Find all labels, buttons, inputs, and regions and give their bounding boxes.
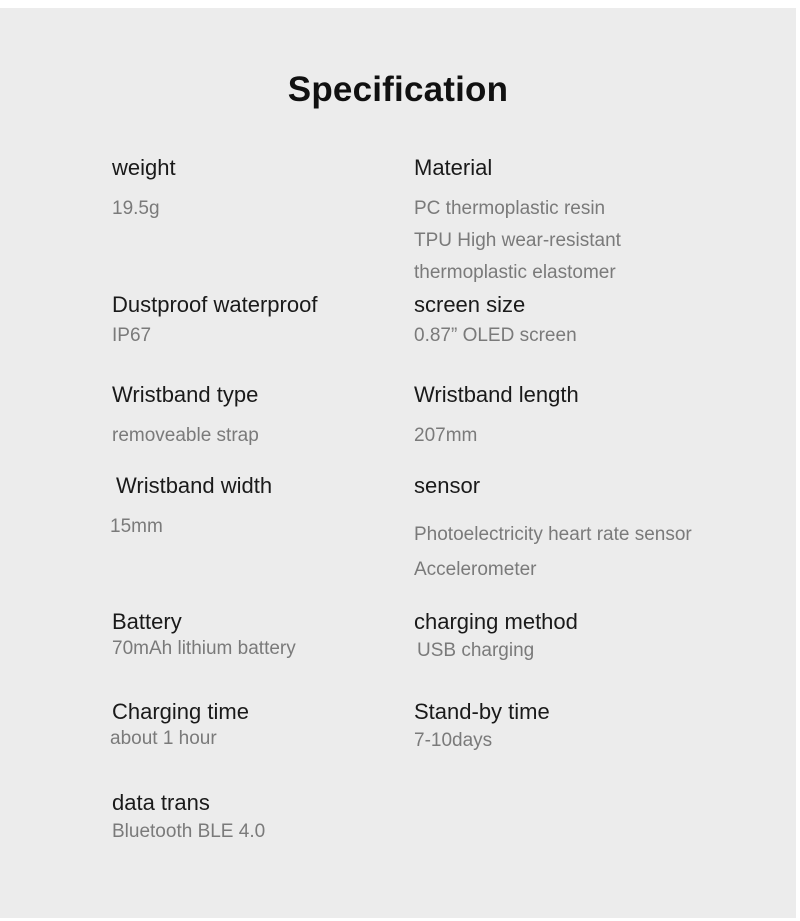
spec-value-line: TPU High wear-resistant [414,230,621,251]
spec-value-line: PC thermoplastic resin [414,198,606,219]
spec-weight [112,155,176,225]
spec-label: Dustproof waterproof [112,292,318,317]
spec-label: Material [414,155,493,180]
page-title: Specification [287,70,509,109]
spec-wristband-type [112,382,259,452]
spec-value: IP67 [112,325,152,346]
spec-value: about 1 hour [110,728,217,749]
spec-label: Wristband width [116,473,273,498]
spec-label: weight [112,155,176,180]
spec-card [0,8,796,918]
spec-value: USB charging [417,640,535,661]
spec-dustproof [112,292,317,352]
spec-material [414,155,621,289]
spec-label: data trans [112,790,210,815]
spec-value: 207mm [414,425,478,446]
spec-wristband-length [414,382,579,452]
spec-value: 19.5g [112,198,160,219]
spec-data-trans [112,790,265,848]
spec-value: 0.87” OLED screen [414,325,577,346]
spec-standby-time [414,699,550,757]
spec-sensor [414,473,692,587]
spec-value: 70mAh lithium battery [112,638,296,659]
spec-label: screen size [414,292,526,317]
spec-value-line: thermoplastic elastomer [414,262,616,283]
spec-value: Bluetooth BLE 4.0 [112,821,266,842]
spec-value: 15mm [110,516,163,537]
spec-wristband-width [110,473,273,543]
spec-label: sensor [414,473,481,498]
spec-value-line: Accelerometer [414,559,537,580]
spec-label: Wristband type [112,382,259,407]
spec-charging-time [112,699,249,755]
spec-value: 7-10days [414,730,493,751]
spec-value: removeable strap [112,425,259,446]
spec-charging-method [414,609,578,667]
spec-value [414,517,692,587]
spec-label: Battery [112,609,182,634]
spec-label: charging method [414,609,578,634]
spec-value-line: Photoelectricity heart rate sensor [414,524,692,545]
spec-label: Wristband length [414,382,579,407]
spec-screen-size [414,292,577,352]
spec-label: Stand-by time [414,699,550,724]
spec-value [414,193,621,289]
spec-battery [112,609,296,665]
spec-label: Charging time [112,699,249,724]
